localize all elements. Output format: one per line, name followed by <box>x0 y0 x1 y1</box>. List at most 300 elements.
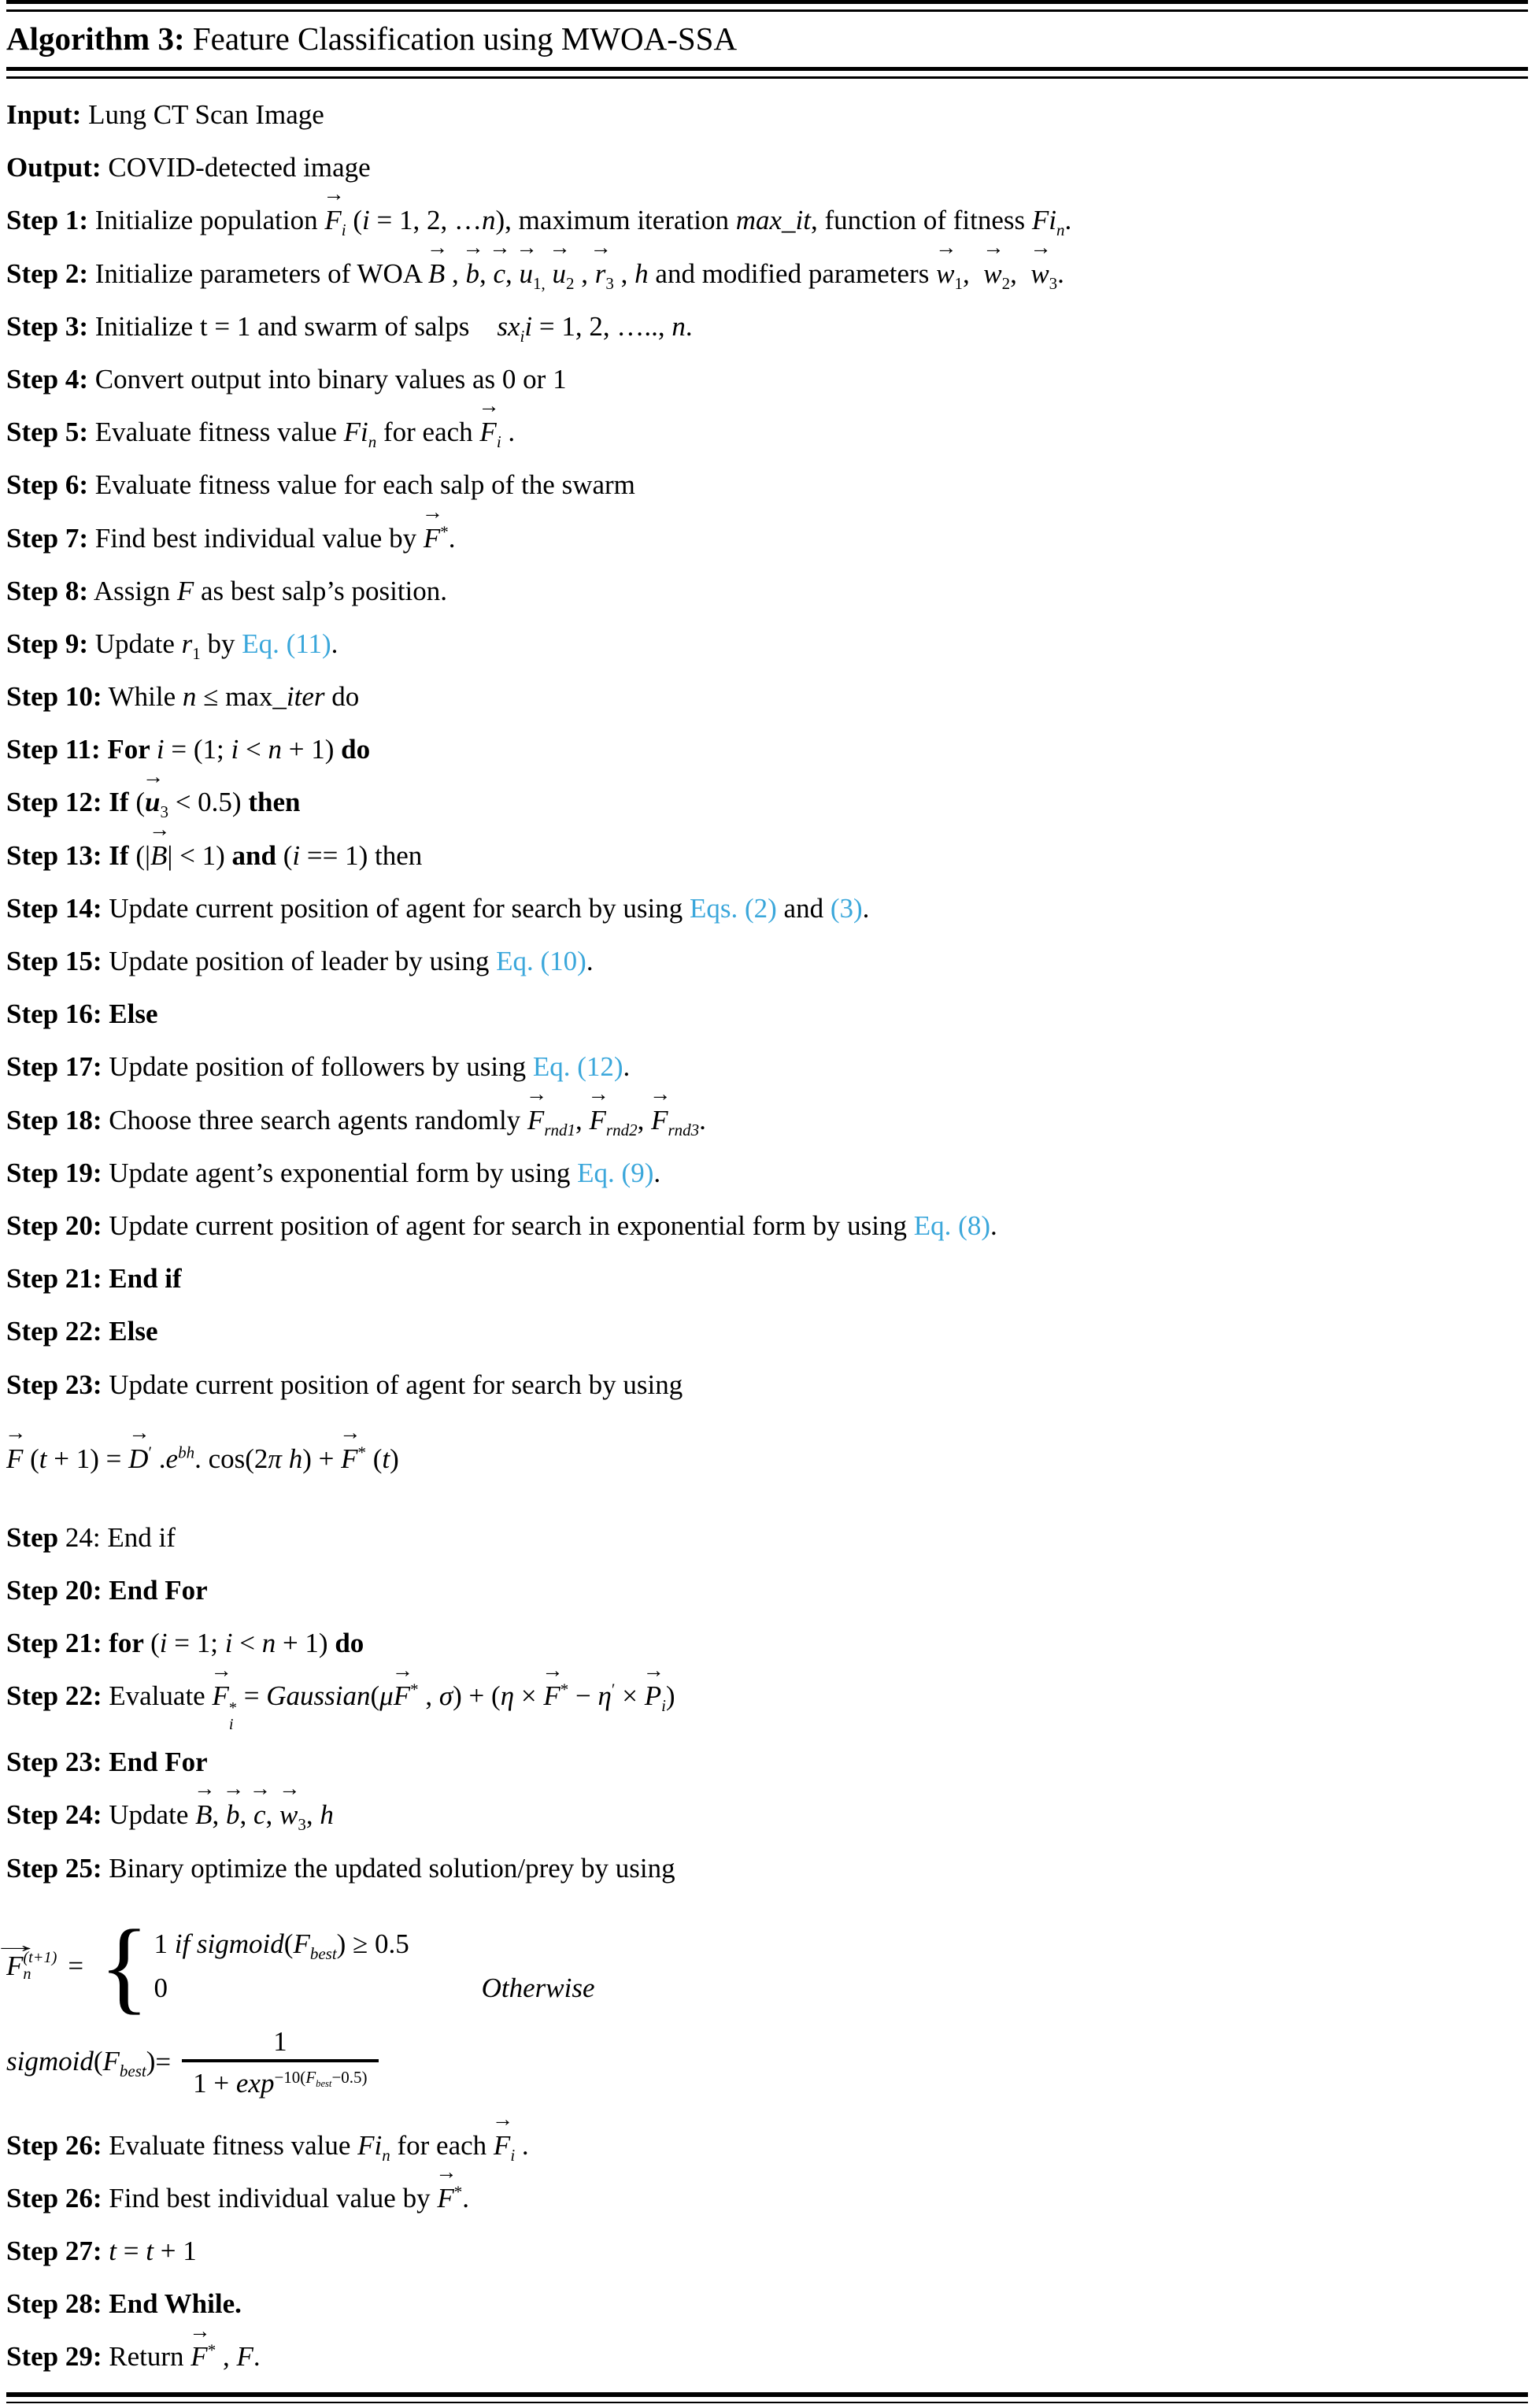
piecewise-cases <box>154 1924 594 2010</box>
algorithm-step <box>6 991 1528 1038</box>
vector-arrow-icon <box>643 1660 664 1681</box>
step-label: Step 15: <box>6 946 102 976</box>
algorithm-steps-part2 <box>6 2122 1528 2381</box>
text-run: , <box>637 1104 652 1135</box>
algorithm-step <box>6 1514 1528 1561</box>
text-run: = <box>117 2236 146 2267</box>
step-label: Step 29: <box>6 2341 102 2373</box>
vector-arrow-icon <box>462 237 483 258</box>
top-rule <box>6 0 1528 12</box>
algorithm-step <box>6 409 1528 456</box>
vector-arrow-icon <box>194 1778 215 1799</box>
vector-variable: → $r_3$ <box>595 258 614 289</box>
step-label: Step 4: <box>6 363 89 395</box>
algorithm-step <box>6 832 1528 880</box>
text-run: for each <box>390 2129 494 2161</box>
step-label: Step 5: <box>6 417 89 448</box>
algorithm-step <box>6 197 1528 244</box>
text-run: Initialize parameters of WOA <box>88 257 428 289</box>
text-run: (| <box>135 839 150 871</box>
text-run: + 1) = <box>46 1443 129 1474</box>
vector-variable: → B <box>428 258 445 289</box>
output-text: COVID-detected image <box>101 152 371 183</box>
text-run: ( <box>276 839 293 871</box>
step-label: Step 3: <box>6 310 89 342</box>
step-label: Step 17: <box>6 1051 102 1083</box>
bold-text-run: then <box>248 787 301 818</box>
equals-sign: = <box>155 2047 172 2078</box>
vector-variable: → F* <box>341 1443 366 1474</box>
vector-variable: → F* <box>191 2341 216 2372</box>
equation-reference-link[interactable]: Eqs. (2) <box>689 892 777 924</box>
vector-arrow-icon <box>149 819 170 840</box>
bold-text-run: If <box>102 839 136 871</box>
step-label: Step 9: <box>6 628 89 659</box>
vector-arrow-icon <box>5 1422 26 1443</box>
algorithm-step <box>6 2175 1528 2222</box>
step-label: Step 20: <box>6 1210 102 1241</box>
text-run: , <box>574 257 595 289</box>
vector-arrow-icon <box>492 2109 513 2130</box>
equation-reference-link[interactable]: Eq. (12) <box>532 1051 623 1083</box>
vector-arrow-icon <box>422 502 443 523</box>
algorithm-step <box>6 1791 1528 1839</box>
text-run: by <box>200 628 242 659</box>
text-run: Update position of followers by using <box>102 1051 533 1083</box>
algorithm-step <box>6 1620 1528 1667</box>
text-run: ( <box>150 1628 160 1659</box>
vector-variable: → $w_3$ <box>279 1799 306 1830</box>
step-label: Step 24: <box>6 1799 102 1831</box>
step-label: Step 21: <box>6 1628 102 1659</box>
text-run: . <box>653 1157 661 1188</box>
text-run: Update current position of agent for search by using <box>102 892 690 924</box>
vector-variable: → $F_{rnd2}$ <box>590 1105 638 1135</box>
italic-variable: μ <box>379 1680 394 1712</box>
vector-arrow-icon <box>279 1778 300 1799</box>
algorithm-step <box>6 250 1528 298</box>
vector-arrow-icon <box>189 2321 210 2342</box>
step-label: Step 22: <box>6 1316 102 1347</box>
algorithm-step <box>6 621 1528 668</box>
algorithm-step <box>6 726 1528 773</box>
bold-text-run: Else <box>102 1316 158 1347</box>
italic-variable: F <box>236 2341 253 2373</box>
vector-variable: → $u_3$ <box>145 787 168 817</box>
equation-reference-link[interactable]: Eq. (10) <box>496 946 586 976</box>
text-run: + 1 <box>154 2236 197 2267</box>
step-label: Step 6: <box>6 469 89 501</box>
text-run: ( <box>346 205 363 236</box>
step-label: Step 21: <box>6 1263 102 1295</box>
step-label: Step 13: <box>6 839 102 871</box>
italic-variable: σ <box>438 1680 453 1712</box>
text-run: + 1) <box>282 734 342 765</box>
text-run: Update current position of agent for search in exponential form by using <box>102 1210 914 1241</box>
text-run: = 1, 2, … <box>369 205 482 236</box>
algorithm-steps-part1 <box>6 197 1528 1891</box>
text-run: , function of fitness <box>810 205 1032 236</box>
algorithm-step <box>6 673 1528 721</box>
algorithm-step <box>6 938 1528 985</box>
italic-variable: $Fi_n$ <box>1031 205 1065 240</box>
bold-text-run: Else <box>102 998 158 1030</box>
sigmoid-lhs: $sigmoid(F_{best})$ <box>6 2045 156 2080</box>
italic-variable: $sx_i$ <box>497 310 525 346</box>
italic-variable: h <box>320 1799 334 1831</box>
binarization-piecewise-equation <box>6 1908 1528 2025</box>
vector-variable: → $P_i$ <box>645 1680 666 1711</box>
step-label: Step 18: <box>6 1104 102 1135</box>
text-run: . <box>515 2129 529 2161</box>
text-run: × <box>514 1680 544 1712</box>
text-run: , <box>962 257 984 289</box>
algorithm-step <box>6 1673 1528 1733</box>
step-label: Step 23: <box>6 1747 102 1778</box>
text-run: . <box>253 2341 261 2373</box>
bold-text-run: do <box>335 1628 364 1659</box>
step-label: Step 25: <box>6 1852 102 1884</box>
vector-arrow-icon <box>142 766 164 787</box>
text-run: . <box>462 2182 469 2214</box>
vector-arrow-icon <box>590 237 612 258</box>
algorithm-step <box>6 1097 1528 1144</box>
text-run: . <box>1057 257 1064 289</box>
vector-F-next: → F <box>6 1950 23 1982</box>
vector-arrow-icon <box>339 1422 361 1443</box>
italic-variable: π h <box>268 1443 303 1474</box>
text-run: , <box>239 1799 253 1831</box>
vector-variable: → c <box>253 1799 266 1830</box>
bold-text-run: For <box>100 734 157 765</box>
vector-arrow-icon <box>0 1935 40 1956</box>
text-run: . <box>862 892 870 924</box>
italic-variable: t <box>109 2236 117 2267</box>
text-run: Evaluate <box>102 1680 213 1712</box>
text-run: , <box>212 1799 226 1831</box>
vector-arrow-icon <box>542 1660 563 1681</box>
text-run: as best salp’s position. <box>194 575 448 606</box>
text-run: Find best individual value by <box>102 2182 438 2214</box>
text-run: < <box>232 1628 262 1659</box>
text-run: Return <box>102 2341 191 2373</box>
algorithm-step <box>6 885 1528 932</box>
equation-reference-link[interactable]: (3) <box>830 892 863 924</box>
italic-variable: η <box>500 1680 515 1712</box>
output-label: Output: <box>6 152 102 183</box>
vector-arrow-icon <box>323 183 344 205</box>
text-run: Update current position of agent for search by using <box>102 1369 683 1400</box>
algorithm-step <box>6 356 1528 403</box>
text-run: × <box>615 1680 645 1712</box>
text-run: ≤ max_ <box>196 681 287 713</box>
text-run <box>102 2236 109 2266</box>
text-run: ), maximum iteration <box>495 205 736 236</box>
italic-variable: n <box>671 310 686 342</box>
text-run: Update agent’s exponential form by using <box>102 1157 578 1188</box>
step-label: Step 19: <box>6 1157 102 1188</box>
text-run: Update <box>102 1799 196 1831</box>
step-label: Step 11: <box>6 734 101 765</box>
text-run: ( <box>135 787 145 818</box>
equation-reference-link[interactable]: Eq. (11) <box>242 628 331 659</box>
text-run: . <box>990 1210 997 1241</box>
italic-variable: i <box>224 1628 233 1659</box>
step-label: Step 28: <box>6 2288 102 2320</box>
text-run: ) + ( <box>453 1680 501 1712</box>
step-label: Step 2: <box>6 257 89 289</box>
step-label: Step 22: <box>6 1680 102 1712</box>
algorithm-step <box>6 1150 1528 1197</box>
italic-variable: i <box>159 1628 168 1659</box>
text-run: . <box>331 628 339 659</box>
text-run: . cos(2 <box>194 1443 268 1474</box>
sigmoid-fraction <box>182 2024 378 2102</box>
vector-variable: → $F_{rnd1}$ <box>527 1105 575 1135</box>
equals-sign: = <box>68 1950 84 1982</box>
text-run: ) + <box>302 1443 342 1474</box>
vector-arrow-icon <box>128 1422 150 1443</box>
vector-arrow-icon <box>935 237 956 258</box>
vector-arrow-icon <box>211 1660 232 1681</box>
piecewise-case-2: 0 Otherwise <box>154 1973 595 2004</box>
text-run: . <box>501 417 516 448</box>
vector-arrow-icon <box>526 1084 547 1105</box>
text-run: Update <box>88 628 182 659</box>
bold-text-run: End For <box>102 1575 208 1606</box>
text-run: , <box>305 1799 320 1831</box>
italic-variable: n <box>182 681 197 713</box>
italic-variable: t <box>146 2236 154 2267</box>
italic-variable: t <box>39 1443 47 1474</box>
text-run: ( <box>23 1443 39 1474</box>
vector-arrow-icon <box>223 1778 244 1799</box>
vector-variable: → $w_1$ <box>936 258 963 289</box>
curly-brace: { <box>99 1908 150 2025</box>
text-run: , <box>575 1104 590 1135</box>
text-run: + 1) <box>276 1628 335 1659</box>
bold-text-run: do <box>341 734 371 765</box>
italic-variable: i <box>292 839 301 871</box>
algorithm-step <box>6 303 1528 350</box>
algorithm-step <box>6 1202 1528 1250</box>
algorithm-step <box>6 461 1528 509</box>
text-run: = <box>237 1680 267 1712</box>
vector-variable: → $F_i$ <box>479 417 501 447</box>
italic-variable: h <box>634 257 649 289</box>
vector-arrow-icon <box>435 2162 457 2183</box>
vector-arrow-icon <box>588 1084 609 1105</box>
display-equation <box>6 1436 1528 1483</box>
algorithm-step <box>6 568 1528 615</box>
text-run: = 1, 2, ….., <box>532 310 672 342</box>
text-run: End if <box>107 1521 176 1553</box>
text-run: Update position of leader by using <box>102 946 497 976</box>
text-run: ) <box>390 1443 399 1474</box>
vector-variable: → $F_{rnd3}$ <box>651 1105 699 1135</box>
step-label: Step 1: <box>6 205 89 236</box>
italic-variable: i <box>231 734 239 765</box>
text-run: and modified parameters <box>648 257 937 289</box>
italic-variable: i <box>362 205 370 236</box>
text-run: . <box>586 946 594 976</box>
step-label: Step 12: <box>6 787 102 818</box>
text-run: Assign <box>88 575 177 606</box>
algorithm-title <box>6 12 1528 67</box>
text-run: ) <box>665 1680 675 1712</box>
algorithm-step <box>6 515 1528 562</box>
bold-text-run: for <box>102 1628 151 1659</box>
text-run: Find best individual value by <box>88 522 424 554</box>
text-run: Initialize population <box>88 205 325 236</box>
vector-variable: → B <box>195 1799 212 1830</box>
text-run: Binary optimize the updated solution/prey by using <box>102 1852 675 1884</box>
vector-variable: → $w_2$ <box>983 258 1010 289</box>
vector-variable: → F* <box>543 1680 568 1711</box>
italic-variable: max_it <box>735 205 811 236</box>
vector-variable: → c <box>494 258 506 289</box>
algorithm-step <box>6 2333 1528 2380</box>
text-run: , <box>445 257 466 289</box>
equation-reference-link[interactable]: Eq. (9) <box>577 1157 654 1188</box>
text-run: Evaluate fitness value <box>102 2129 358 2161</box>
step-label: Step 20: <box>6 1575 102 1606</box>
italic-variable: $e^{bh}$ <box>165 1443 195 1474</box>
vector-variable: → F <box>6 1443 23 1474</box>
text-run <box>546 258 553 289</box>
output-line <box>6 144 1528 191</box>
text-run: Choose three search agents randomly <box>102 1104 527 1135</box>
vector-variable: → F* <box>437 2183 462 2214</box>
piecewise-lhs: → F (t+1) n = <box>6 1950 83 1984</box>
italic-variable: $Fi_n$ <box>357 2129 390 2165</box>
algorithm-step <box>6 2228 1528 2275</box>
step-label: Step 23: <box>6 1369 102 1400</box>
vector-variable: → B <box>150 840 167 871</box>
equation-reference-link[interactable]: Eq. (8) <box>913 1210 990 1241</box>
text-run: < 0.5) <box>168 787 249 818</box>
bottom-rule <box>6 2392 1528 2403</box>
text-run: == 1) then <box>300 839 423 871</box>
text-run: Initialize t = 1 and swarm of salps <box>88 310 498 342</box>
vector-variable: → F * i <box>212 1680 237 1711</box>
input-label: Input: <box>6 99 82 130</box>
text-run: Evaluate fitness value <box>88 417 344 448</box>
vector-arrow-icon <box>516 237 538 258</box>
input-text: Lung CT Scan Image <box>81 99 324 130</box>
bold-text-run: and <box>231 839 276 871</box>
vector-arrow-icon <box>649 1084 671 1105</box>
bold-text-run: If <box>102 787 136 818</box>
text-run: = 1; <box>167 1628 225 1659</box>
algorithm-step <box>6 1308 1528 1355</box>
bold-text-run: End if <box>102 1263 182 1295</box>
italic-variable: n <box>261 1628 276 1659</box>
text-run: do <box>324 681 360 713</box>
text-run: , <box>265 1799 280 1831</box>
bold-text-run: End For <box>102 1747 208 1778</box>
step-label: Step 27: <box>6 2236 102 2267</box>
text-run: < <box>239 734 268 765</box>
step-label: Step <box>6 1521 59 1553</box>
vector-variable: → $F_i$ <box>494 2130 515 2161</box>
italic-variable: iter <box>286 681 325 713</box>
text-run: While <box>102 681 183 713</box>
piecewise-case-1: 1 if $sigmoid(F_{best}) \ge 0.5$ <box>154 1928 409 1963</box>
algorithm-title-text: Feature Classification using MWOA-SSA <box>184 20 738 57</box>
algorithm-step <box>6 1845 1528 1892</box>
vector-variable: → $u_{1,}$ <box>520 258 546 289</box>
text-run: ( <box>366 1443 383 1474</box>
vector-variable: → D′ <box>128 1443 152 1474</box>
text-run: , <box>505 257 520 289</box>
algorithm-step <box>6 1255 1528 1302</box>
bold-text-run: End While. <box>102 2288 242 2320</box>
vector-variable: → b <box>466 258 480 289</box>
vector-variable: → F* <box>394 1680 419 1711</box>
step-label: Step 26: <box>6 2182 102 2214</box>
step-label: Step 10: <box>6 681 102 713</box>
algorithm-step <box>6 779 1528 826</box>
vector-variable: → b <box>226 1799 240 1830</box>
vector-arrow-icon <box>479 395 500 417</box>
algorithm-step <box>6 1361 1528 1409</box>
text-run: , <box>1010 257 1031 289</box>
italic-variable: i <box>156 734 165 765</box>
text-run: , <box>613 257 635 289</box>
vector-arrow-icon <box>427 237 448 258</box>
step-label: Step 7: <box>6 522 89 554</box>
vector-arrow-icon <box>1030 237 1052 258</box>
text-run: | < 1) <box>167 839 232 871</box>
text-run: . <box>1064 205 1072 236</box>
vector-variable: → F* <box>424 523 449 554</box>
sigmoid-equation <box>6 2024 1528 2102</box>
algorithm-step <box>6 2280 1528 2328</box>
text-run: ( <box>370 1680 380 1712</box>
step-label: Step 8: <box>6 575 89 606</box>
input-line <box>6 91 1528 139</box>
text-run: , <box>479 257 494 289</box>
italic-variable: F <box>176 575 194 606</box>
italic-variable: η′ <box>597 1680 616 1712</box>
text-run: . <box>623 1051 631 1083</box>
text-run: . <box>699 1104 706 1135</box>
algorithm-title-label: Algorithm 3: <box>6 20 185 57</box>
fraction-denominator: $1 + \exp^{-10(F_{best}-0.5)}$ <box>182 2059 378 2102</box>
text-run: for each <box>376 417 480 448</box>
vector-arrow-icon <box>549 237 571 258</box>
text-run: , <box>418 1680 439 1712</box>
text-run: Convert output into binary values as 0 or 1 <box>88 363 567 395</box>
text-run: − <box>568 1680 598 1712</box>
vector-variable: → $u_2$ <box>553 258 575 289</box>
algorithm-step <box>6 1043 1528 1091</box>
step-label: Step 26: <box>6 2129 102 2161</box>
vector-variable: → $F_i$ <box>324 205 346 235</box>
italic-variable: $Fi_n$ <box>343 417 377 452</box>
vector-arrow-icon <box>250 1778 271 1799</box>
step-label: Step 16: <box>6 998 102 1030</box>
fraction-numerator: 1 <box>273 2025 287 2057</box>
step-label: Step 14: <box>6 892 102 924</box>
title-separator-rule <box>6 67 1528 79</box>
italic-variable: i <box>524 310 533 342</box>
text-run: Evaluate fitness value for each salp of the swarm <box>88 469 635 501</box>
text-run: , <box>216 2341 237 2373</box>
text-run: and <box>776 892 831 924</box>
algorithm-step <box>6 1567 1528 1614</box>
